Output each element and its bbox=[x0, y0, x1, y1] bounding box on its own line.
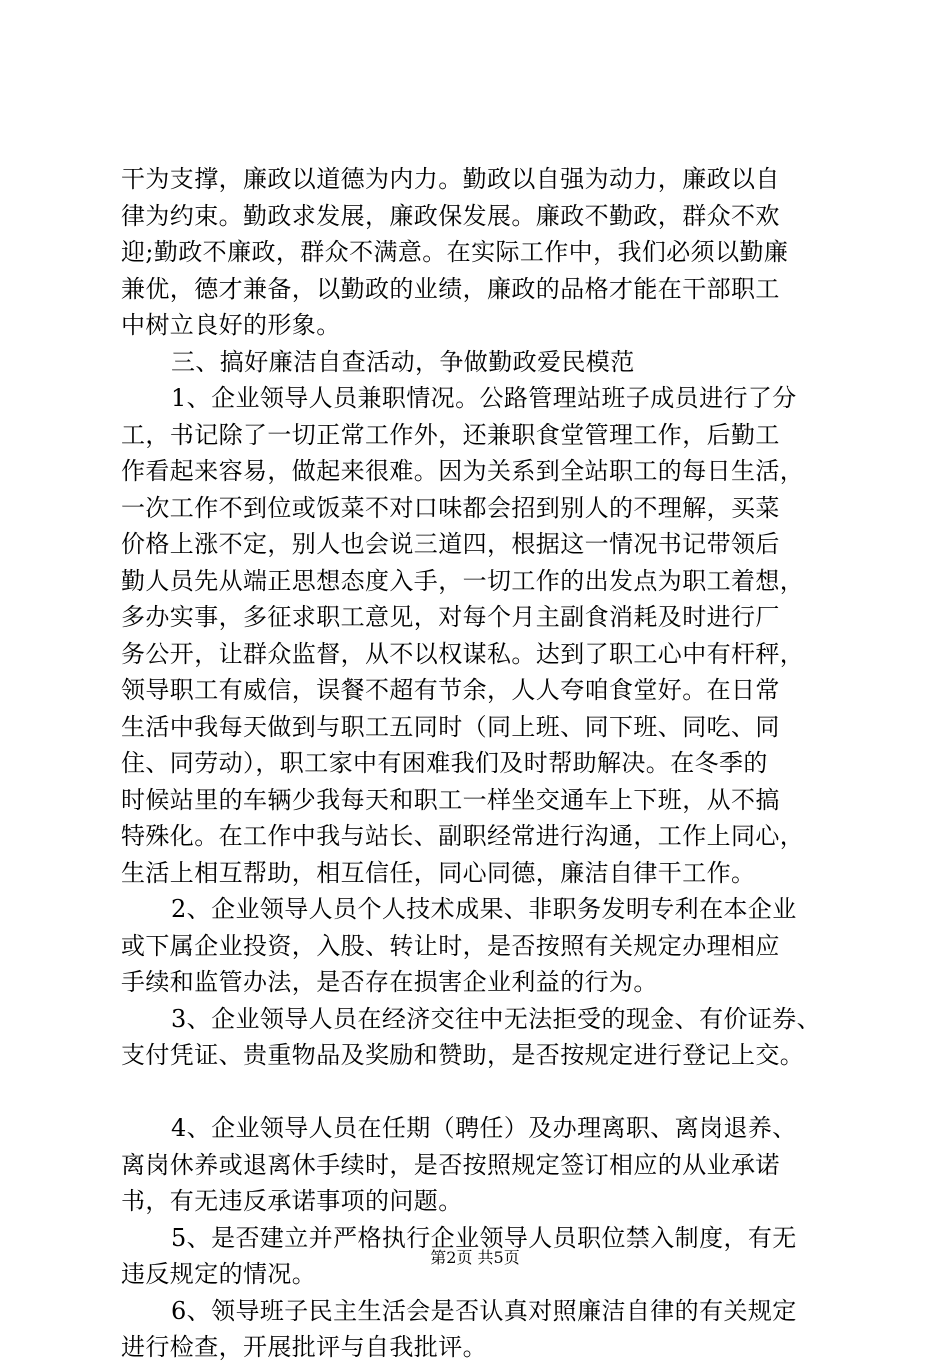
text-line: 作看起来容易，做起来很难。因为关系到全站职工的每日生活， bbox=[121, 457, 805, 485]
text-line: 领导职工有威信，误餐不超有节余，人人夸咱食堂好。在日常 bbox=[121, 676, 780, 704]
text-line: 中树立良好的形象。 bbox=[121, 311, 341, 339]
text-line: 或下属企业投资，入股、转让时，是否按照有关规定办理相应 bbox=[121, 931, 780, 960]
text-line: 工，书记除了一切正常工作外，还兼职食堂管理工作，后勤工 bbox=[121, 420, 780, 449]
text-line: 5、是否建立并严格执行企业领导人员职位禁入制度，有无 bbox=[171, 1223, 797, 1252]
text-line: 违反规定的情况。 bbox=[121, 1260, 317, 1288]
text-line: 兼优，德才兼备，以勤政的业绩，廉政的品格才能在干部职工 bbox=[121, 274, 780, 303]
text-line: 生活中我每天做到与职工五同时（同上班、同下班、同吃、同 bbox=[121, 712, 780, 741]
text-line: 生活上相互帮助，相互信任，同心同德，廉洁自律干工作。 bbox=[121, 858, 756, 887]
text-line: 住、同劳动），职工家中有困难我们及时帮助解决。在冬季的 bbox=[121, 749, 768, 777]
page-number: 第2页 共5页 bbox=[430, 1248, 520, 1267]
text-line: 勤人员先从端正思想态度入手，一切工作的出发点为职工着想， bbox=[121, 566, 805, 595]
section-heading: 三、搞好廉洁自查活动，争做勤政爱民模范 bbox=[171, 347, 635, 376]
text-line: 时候站里的车辆少我每天和职工一样坐交通车上下班，从不搞 bbox=[121, 785, 780, 814]
text-line: 律为约束。勤政求发展，廉政保发展。廉政不勤政，群众不欢 bbox=[121, 201, 780, 230]
text-line: 2、企业领导人员个人技术成果、非职务发明专利在本企业 bbox=[171, 895, 797, 923]
text-line: 进行检查，开展批评与自我批评。 bbox=[121, 1333, 487, 1361]
text-line: 离岗休养或退离休手续时，是否按照规定签订相应的从业承诺 bbox=[121, 1150, 780, 1179]
text-line: 价格上涨不定，别人也会说三道四，根据这一情况书记带领后 bbox=[121, 530, 780, 558]
text-line: 务公开，让群众监督，从不以权谋私。达到了职工心中有杆秤， bbox=[121, 639, 805, 668]
text-line: 手续和监管办法，是否存在损害企业利益的行为。 bbox=[121, 968, 658, 996]
text-line: 干为支撑，廉政以道德为内力。勤政以自强为动力，廉政以自 bbox=[121, 165, 780, 193]
text-line: 1、企业领导人员兼职情况。公路管理站班子成员进行了分 bbox=[171, 384, 797, 412]
document-body bbox=[121, 161, 833, 1366]
text-line: 迎;勤政不廉政，群众不满意。在实际工作中，我们必须以勤廉 bbox=[121, 238, 789, 266]
text-line: 书，有无违反承诺事项的问题。 bbox=[121, 1187, 463, 1215]
blank-line bbox=[121, 1074, 833, 1111]
page-footer bbox=[0, 1248, 950, 1268]
text-line: 一次工作不到位或饭菜不对口味都会招到别人的不理解，买菜 bbox=[121, 493, 780, 522]
text-line: 支付凭证、贵重物品及奖励和赞助，是否按规定进行登记上交。 bbox=[121, 1041, 805, 1069]
text-line: 4、企业领导人员在任期（聘任）及办理离职、离岗退养、 bbox=[171, 1114, 797, 1142]
text-line: 3、企业领导人员在经济交往中无法拒受的现金、有价证券、 bbox=[171, 1004, 822, 1033]
text-line: 特殊化。在工作中我与站长、副职经常进行沟通，工作上同心， bbox=[121, 822, 805, 850]
text-line: 6、领导班子民主生活会是否认真对照廉洁自律的有关规定 bbox=[171, 1296, 797, 1325]
text-line: 多办实事，多征求职工意见，对每个月主副食消耗及时进行厂 bbox=[121, 603, 780, 631]
